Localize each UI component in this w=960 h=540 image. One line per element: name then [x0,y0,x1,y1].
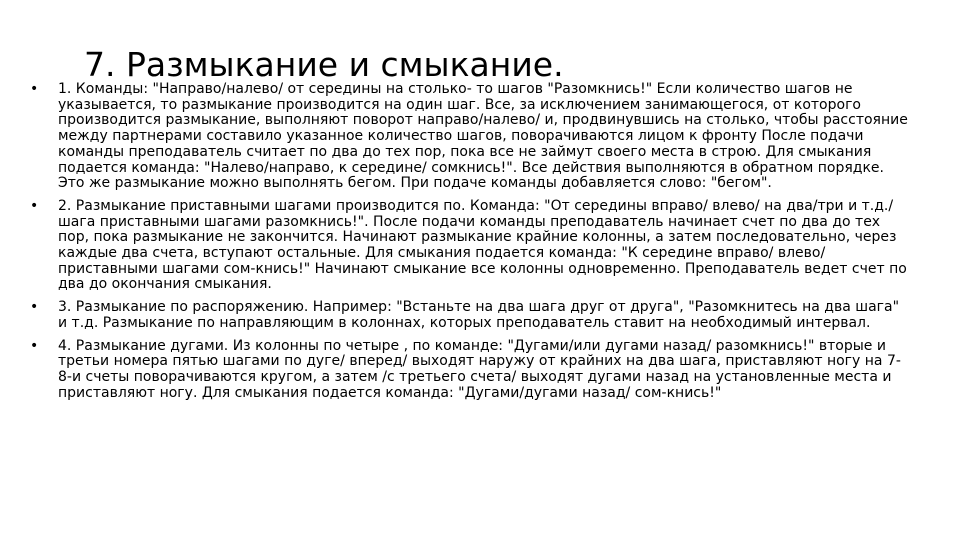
bullet-item-3 [30,300,910,331]
bullet-text: 4. Размыкание дугами. Из колонны по четыре , по команде: "Дугами/или дугами назад/ разомкнись!" вторые и третьи номера пятью шагами по дуге/ вперед/ выходят наружу от крайних на два шага, приставляют ногу на 7-8-и счеты поворачиваются кругом, а затем /с третьего счета/ выходят дугами назад на установленные места и приставляют ногу. Для смыкания подается команда: "Дугами/дугами назад/ сом-кнись!" [58,337,901,401]
bullet-marker: • [30,197,39,214]
bullet-text: 3. Размыкание по распоряжению. Например: "Встаньте на два шага друг от друга", "Разомкнитесь на два шага" и т.д. Размыкание по направляющим в колоннах, которых преподаватель ставит на необходимый интервал. [58,299,900,331]
bullet-list [30,82,910,408]
bullet-item-2 [30,199,910,293]
bullet-marker: • [30,81,39,97]
bullet-item-1 [30,82,910,192]
slide-title: 7. Размыкание и смыкание. [84,45,564,85]
bullet-text: 2. Размыкание приставными шагами производится по. Команда: "От середины вправо/ влево/ на два/три и т.д./ шага приставными шагами разомкнись!". После подачи команды преподаватель начинает счет по два до тех пор, пока размыкание не закончится. Начинают размыкание крайние колонны, а затем последовательно, через каждые два счета, вступают остальные. Для смыкания подается команда: "К середине вправо/ влево/ приставными шагами сом-кнись!" Начинают смыкание все колонны одновременно. Преподаватель ведет счет по два до окончания смыкания. [58,197,907,293]
bullet-marker: • [30,337,39,354]
bullet-text: 1. Команды: "Направо/налево/ от середины на столько- то шагов "Разомкнись!" Если количество шагов не указывается, то размыкание производится на один шаг. Все, за исключением занимающегося, от которого производится размыкание, выполняют поворот направо/налево/ и, продвинувшись на столько, чтобы расстояние между партнерами составило указанное количество шагов, поворачиваются лицом к фронту После подачи команды преподаватель считает по два до тех пор, пока все не займут своего места в строю. Для смыкания подается команда: "Налево/направо, к середине/ сомкнись!". Все действия выполняются в обратном порядке. Это же размыкание можно выполнять бегом. При подаче команды добавляется слово: "бегом". [58,81,908,192]
bullet-marker: • [30,299,39,316]
bullet-item-4 [30,339,910,402]
